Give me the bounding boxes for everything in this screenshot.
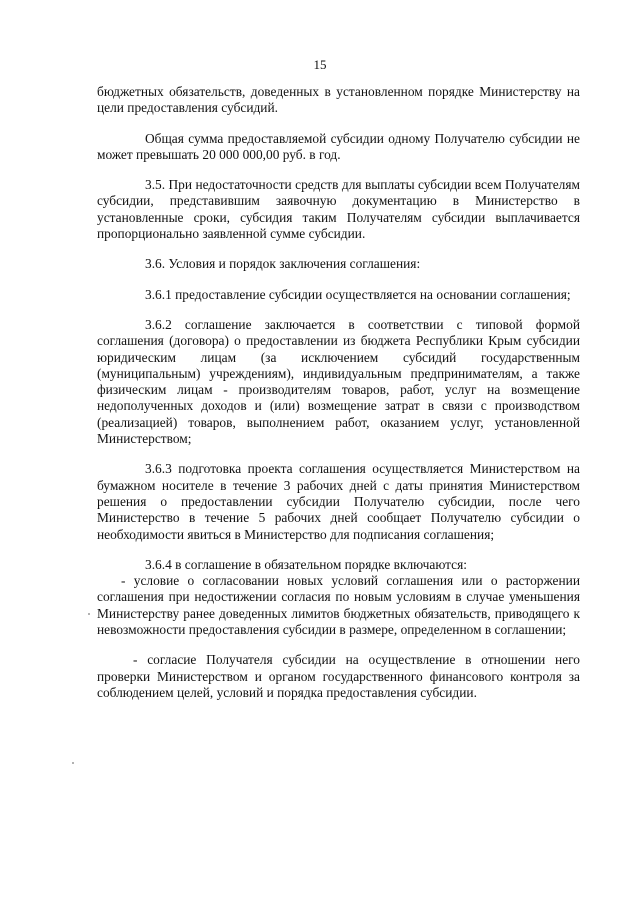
paragraph-budget-obligations: бюджетных обязательств, доведенных в установленном порядке Министерству на цели предоставления субсидий. — [97, 84, 580, 116]
list-item-agreement-terms: - условие о согласовании новых условий соглашения или о расторжении соглашения при недостижении согласия по новым условиям в случае уменьшения Министерству ранее доведенных лимитов бюджетных обязательств, приводящего к невозможности предоставления субсидии в размере, определенном в соглашении; — [97, 573, 580, 638]
scan-speck — [88, 613, 90, 615]
list-item-inspection-consent: - согласие Получателя субсидии на осуществление в отношении него проверки Министерством и органом государственного финансового контроля за соблюдением целей, условий и порядка предоставления субсидии. — [97, 652, 580, 700]
page-number: 15 — [313, 57, 327, 72]
paragraph-3-5: 3.5. При недостаточности средств для выплаты субсидии всем Получателям субсидии, представившим заявочную документацию в Министерство в установленные сроки, субсидия таким Получателям субсидии выплачивается пропорционально заявленной сумме субсидии. — [97, 177, 580, 242]
paragraph-3-6-2: 3.6.2 соглашение заключается в соответствии с типовой формой соглашения (договора) о предоставлении из бюджета Республики Крым субсидии юридическим лицам (за исключением субсидий государственным (муниципальным) учреждениям), индивидуальным предпринимателям, а также физическим лицам - производителям товаров, работ, услуг на возмещение недополученных доходов и (или) возмещение затрат в связи с производством (реализацией) товаров, выполнением работ, оказанием услуг, установленной Министерством; — [97, 316, 580, 447]
paragraph-3-6-1: 3.6.1 предоставление субсидии осуществляется на основании соглашения; — [145, 286, 571, 302]
paragraph-total-subsidy-limit: Общая сумма предоставляемой субсидии одному Получателю субсидии не может превышать 20 000 000,00 руб. в год. — [97, 130, 580, 162]
paragraph-3-6-4: 3.6.4 в соглашение в обязательном порядке включаются: — [145, 556, 467, 572]
paragraph-3-6: 3.6. Условия и порядок заключения соглашения: — [145, 256, 421, 272]
document-body — [97, 84, 580, 715]
scan-speck — [72, 762, 74, 764]
paragraph-3-6-3: 3.6.3 подготовка проекта соглашения осуществляется Министерством на бумажном носителе в течение 3 рабочих дней с даты принятия Министерством решения о предоставлении субсидии Получателю субсидии, после чего Министерство в течение 5 рабочих дней сообщает Получателю субсидии о необходимости явиться в Министерство для подписания соглашения; — [97, 461, 580, 542]
